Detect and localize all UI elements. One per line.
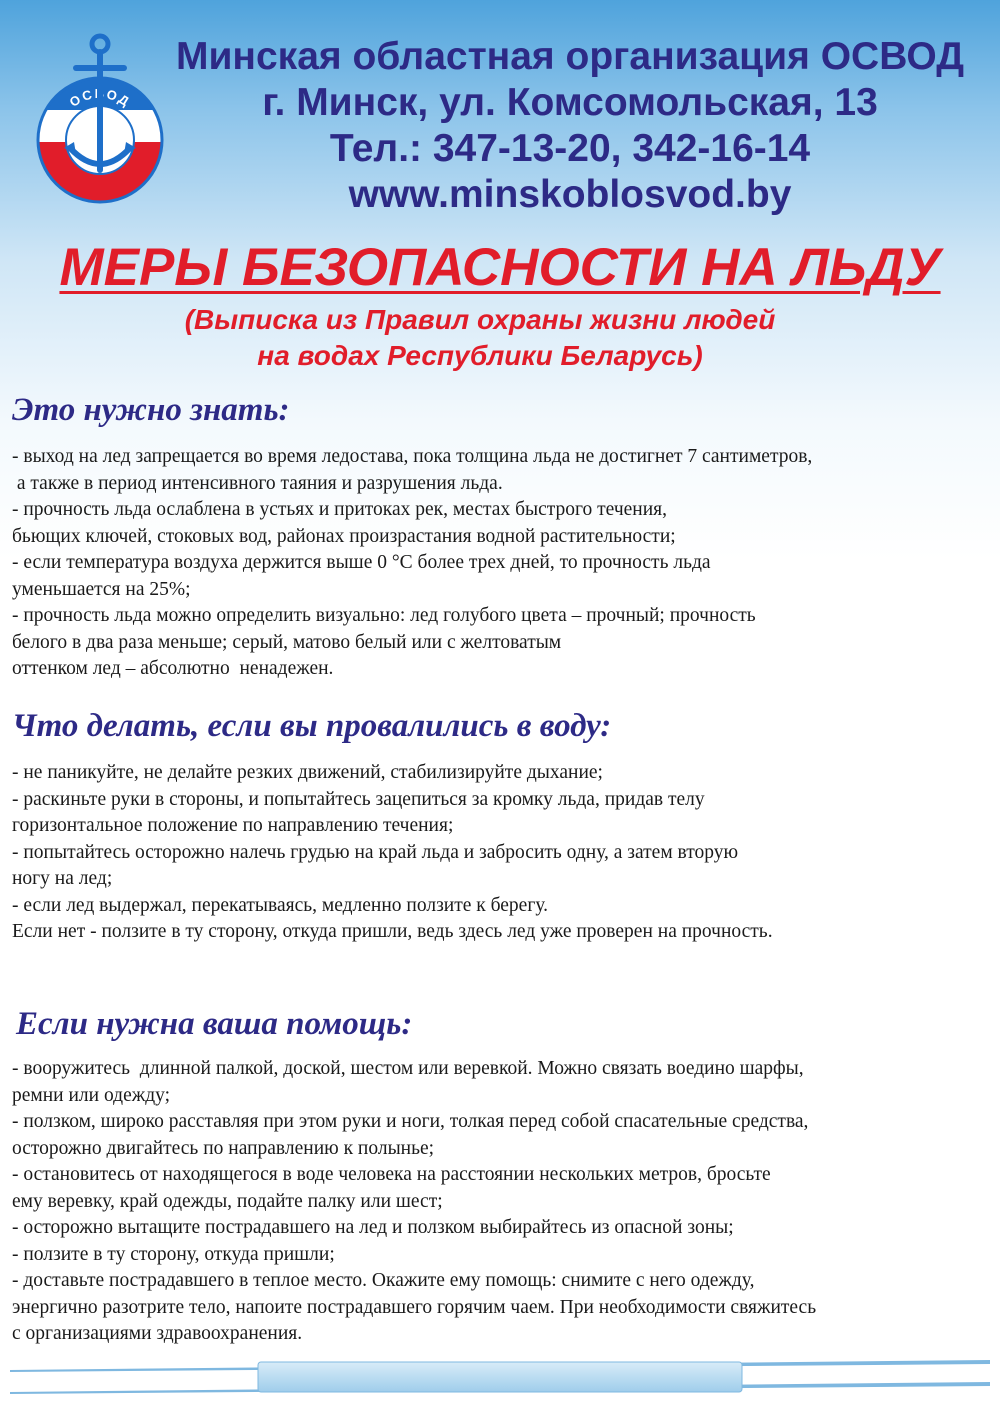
- text-line: энергично разотрите тело, напоите пострадавшего горячим чаем. При необходимости свяжитесь: [12, 1296, 817, 1318]
- text-line: оттенком лед – абсолютно ненадежен.: [12, 658, 334, 679]
- text-line: бьющих ключей, стоковых вод, районах произрастания водной растительности;: [12, 525, 676, 547]
- text-line: - осторожно вытащите пострадавшего на лед и ползком выбирайтесь из опасной зоны;: [12, 1217, 734, 1238]
- text-line: - ползите в ту сторону, откуда пришли;: [12, 1243, 335, 1265]
- text-line: - доставьте пострадавшего в теплое место. Окажите ему помощь: снимите с него одежду,: [12, 1270, 755, 1291]
- text-line: - прочность льда ослаблена в устьях и притоках рек, местах быстрого течения,: [12, 499, 668, 520]
- organization-phones: Тел.: 347-13-20, 342-16-14: [329, 127, 811, 170]
- text-line: уменьшается на 25%;: [12, 578, 191, 600]
- text-line: ногу на лед;: [12, 868, 113, 889]
- text-line: ремни или одежду;: [12, 1084, 171, 1106]
- organization-header: [160, 34, 980, 218]
- section-heading-know: Это нужно знать:: [12, 392, 290, 428]
- text-line: - ползком, широко расставляя при этом руки и ноги, толкая перед собой спасательные средства,: [12, 1111, 809, 1132]
- subtitle-line-2: на водах Республики Беларусь): [257, 340, 703, 371]
- section-body-know: [12, 444, 997, 683]
- organization-name: Минская областная организация ОСВОД: [175, 35, 965, 78]
- text-line: - если лед выдержал, перекатываясь, медленно ползите к берегу.: [12, 894, 549, 916]
- page-title: МЕРЫ БЕЗОПАСНОСТИ НА ЛЬДУ: [59, 238, 941, 297]
- text-line: - попытайтесь осторожно налечь грудью на край льда и забросить одну, а затем вторую: [12, 841, 739, 863]
- section-heading-fell-through: Что делать, если вы провалились в воду:: [12, 708, 612, 744]
- text-line: горизонтальное положение по направлению течения;: [12, 815, 454, 836]
- text-line: а также в период интенсивного таяния и разрушения льда.: [12, 472, 503, 494]
- text-line: белого в два раза меньше; серый, матово белый или с желтоватым: [12, 631, 562, 653]
- page-subtitle: [60, 302, 900, 374]
- section-body-help: [12, 1056, 997, 1348]
- organization-website: www.minskoblosvod.by: [348, 173, 792, 216]
- organization-address: г. Минск, ул. Комсомольская, 13: [262, 81, 878, 124]
- text-line: - раскиньте руки в стороны, и попытайтесь зацепиться за кромку льда, придав телу: [12, 788, 705, 810]
- text-line: Если нет - ползите в ту сторону, откуда пришли, ведь здесь лед уже проверен на прочность.: [12, 921, 773, 942]
- subtitle-line-1: (Выписка из Правил охраны жизни людей: [184, 304, 776, 335]
- text-line: осторожно двигайтесь по направлению к полынье;: [12, 1137, 435, 1159]
- section-heading-help: Если нужна ваша помощь:: [16, 1006, 413, 1042]
- text-line: - остановитесь от находящегося в воде человека на расстоянии нескольких метров, бросьте: [12, 1164, 771, 1185]
- logo-text: ОСВОД: [66, 85, 134, 110]
- text-line: - прочность льда можно определить визуально: лед голубого цвета – прочный; прочность: [12, 605, 756, 626]
- text-line: - не паникуйте, не делайте резких движений, стабилизируйте дыхание;: [12, 762, 603, 783]
- text-line: с организациями здравоохранения.: [12, 1323, 303, 1344]
- section-body-fell-through: [12, 760, 997, 946]
- text-line: ему веревку, край одежды, подайте палку или шест;: [12, 1190, 443, 1212]
- text-line: - выход на лед запрещается во время ледостава, пока толщина льда не достигнет 7 сантиметров,: [12, 446, 813, 467]
- text-line: - если температура воздуха держится выше 0 °С более трех дней, то прочность льда: [12, 552, 711, 573]
- osvod-logo: [30, 30, 170, 210]
- text-line: - вооружитесь длинной палкой, доской, шестом или веревкой. Можно связать воедино шарфы,: [12, 1058, 804, 1079]
- decorative-footer-bar: [0, 1358, 1000, 1398]
